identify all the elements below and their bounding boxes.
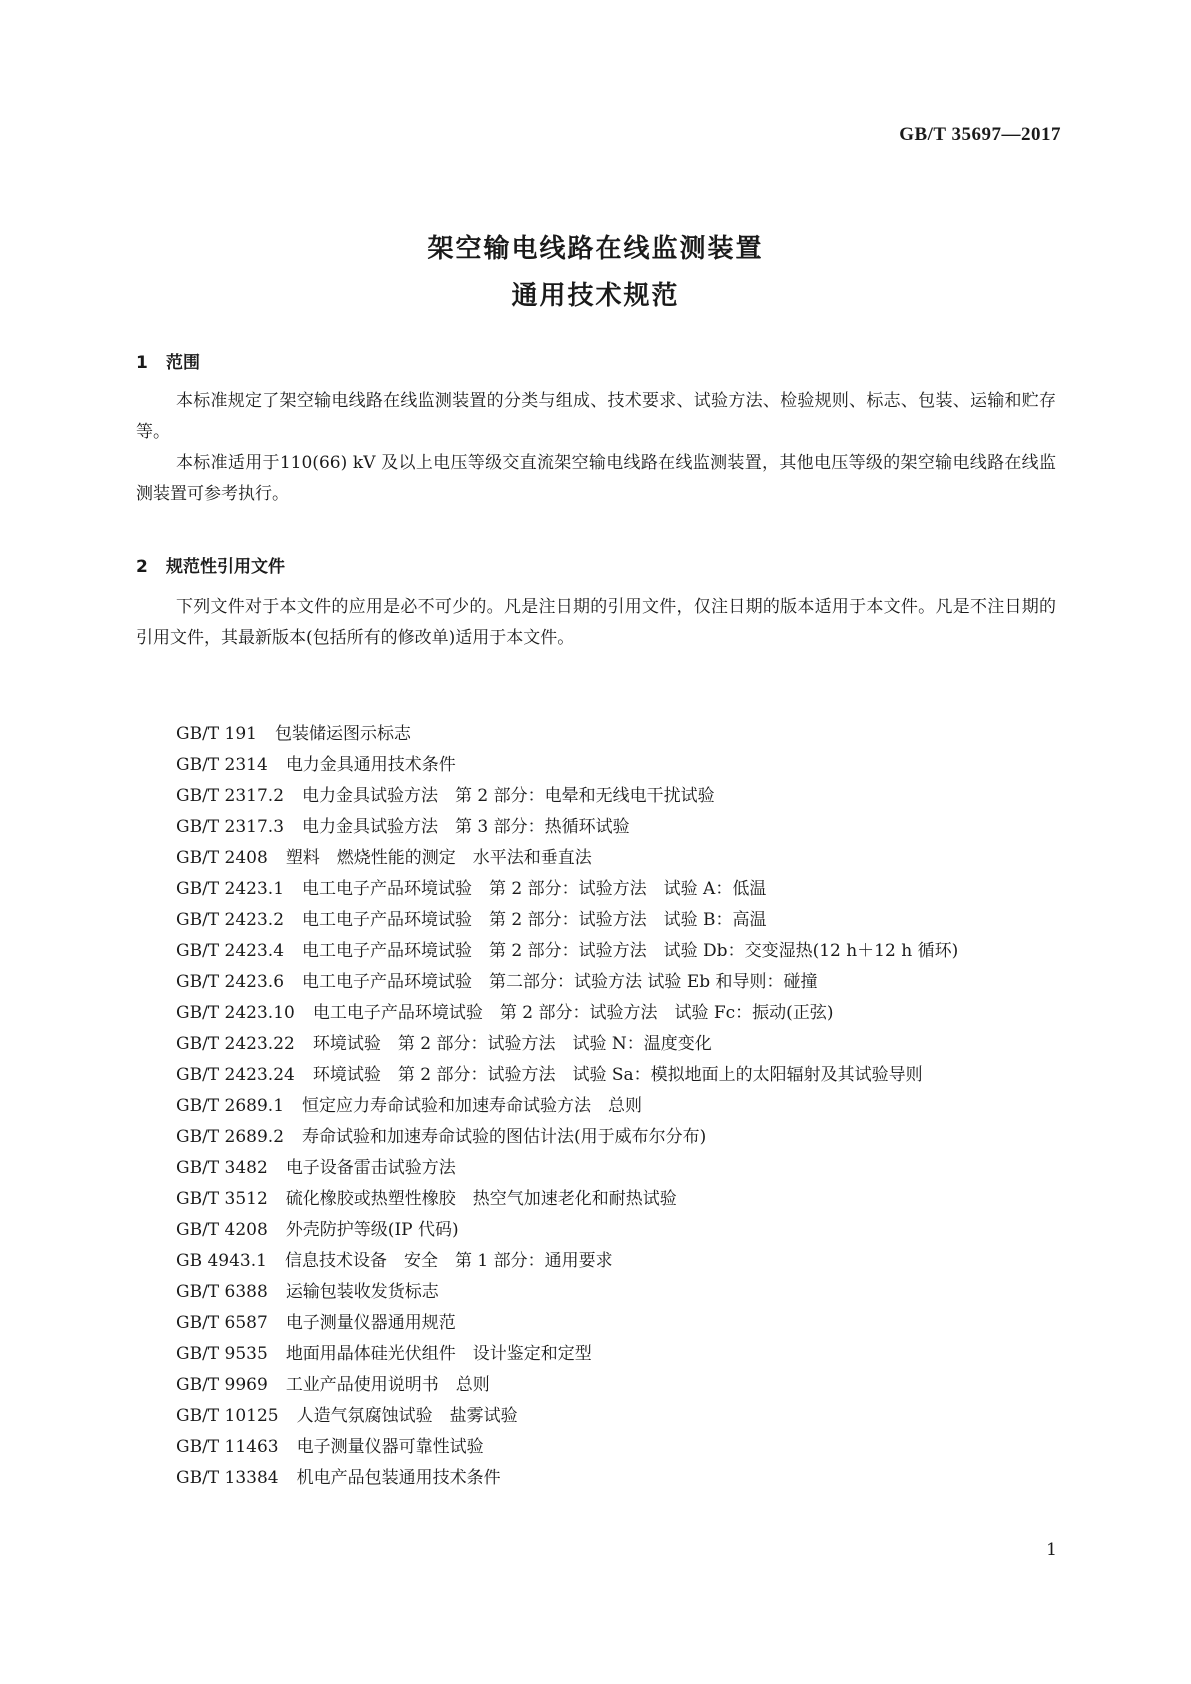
reference-title: 恒定应力寿命试验和加速寿命试验方法 总则 [302,1096,643,1116]
reference-code: GB/T 4208 [176,1220,268,1240]
reference-code: GB/T 2689.1 [176,1096,285,1116]
reference-title: 包装储运图示标志 [275,724,411,744]
reference-title: 人造气氛腐蚀试验 盐雾试验 [296,1406,518,1426]
reference-title: 外壳防护等级(IP 代码) [285,1220,459,1240]
reference-title: 电力金具通用技术条件 [285,755,456,775]
reference-code: GB/T 2423.6 [176,972,285,992]
reference-title: 环境试验 第 2 部分：试验方法 试验 Sa：模拟地面上的太阳辐射及其试验导则 [312,1065,923,1085]
reference-item [136,843,1056,874]
reference-code: GB/T 191 [176,724,257,744]
reference-title: 地面用晶体硅光伏组件 设计鉴定和定型 [285,1344,592,1364]
reference-item [136,719,1056,750]
reference-item [136,1029,1056,1060]
reference-item [136,781,1056,812]
document-title-line-2: 通用技术规范 [511,281,680,311]
reference-code: GB/T 2423.24 [176,1065,295,1085]
reference-title: 电工电子产品环境试验 第 2 部分：试验方法 试验 B：高温 [302,910,767,930]
reference-code: GB/T 6587 [176,1313,268,1333]
reference-item [136,1370,1056,1401]
reference-item [136,998,1056,1029]
reference-code: GB/T 2423.4 [176,941,285,961]
reference-item [136,1432,1056,1463]
reference-title: 电子测量仪器通用规范 [285,1313,456,1333]
reference-code: GB 4943.1 [176,1251,267,1271]
reference-item [136,967,1056,998]
reference-code: GB/T 2423.1 [176,879,285,899]
reference-code: GB/T 3482 [176,1158,268,1178]
reference-item [136,905,1056,936]
reference-title: 工业产品使用说明书 总则 [285,1375,490,1395]
reference-item [136,1215,1056,1246]
reference-item [136,750,1056,781]
reference-code: GB/T 9969 [176,1375,268,1395]
reference-title: 电工电子产品环境试验 第 2 部分：试验方法 试验 Fc：振动(正弦) [312,1003,834,1023]
reference-title: 寿命试验和加速寿命试验的图估计法(用于威布尔分布) [302,1127,707,1147]
reference-item [136,1153,1056,1184]
reference-code: GB/T 2317.2 [176,786,285,806]
reference-item [136,1091,1056,1122]
reference-title: 硫化橡胶或热塑性橡胶 热空气加速老化和耐热试验 [285,1189,677,1209]
normative-references-list [136,719,1056,1494]
reference-code: GB/T 2423.22 [176,1034,295,1054]
section-2-intro: 下列文件对于本文件的应用是必不可少的。凡是注日期的引用文件，仅注日期的版本适用于本文件。凡是不注日期的引用文件，其最新版本(包括所有的修改单)适用于本文件。 [136,597,1056,648]
reference-title: 环境试验 第 2 部分：试验方法 试验 N：温度变化 [312,1034,712,1054]
reference-title: 电力金具试验方法 第 3 部分：热循环试验 [302,817,630,837]
reference-item [136,1122,1056,1153]
reference-item [136,1184,1056,1215]
section-1-paragraph-1: 本标准规定了架空输电线路在线监测装置的分类与组成、技术要求、试验方法、检验规则、标志、包装、运输和贮存等。 [136,391,1056,442]
reference-item [136,1308,1056,1339]
reference-code: GB/T 2317.3 [176,817,285,837]
reference-item [136,1463,1056,1494]
reference-item [136,1339,1056,1370]
reference-item [136,1246,1056,1277]
reference-code: GB/T 2689.2 [176,1127,285,1147]
reference-code: GB/T 2314 [176,755,268,775]
section-2-title: 规范性引用文件 [166,557,285,577]
reference-item [136,1277,1056,1308]
reference-code: GB/T 11463 [176,1437,279,1457]
reference-code: GB/T 10125 [176,1406,279,1426]
section-2-number: 2 [136,557,148,577]
reference-title: 电工电子产品环境试验 第 2 部分：试验方法 试验 A：低温 [302,879,767,899]
section-1-heading [136,348,200,373]
reference-code: GB/T 13384 [176,1468,279,1488]
document-title-line-1: 架空输电线路在线监测装置 [427,234,764,264]
reference-code: GB/T 2408 [176,848,268,868]
reference-item [136,1401,1056,1432]
reference-item [136,936,1056,967]
reference-item [136,874,1056,905]
reference-title: 电工电子产品环境试验 第二部分：试验方法 试验 Eb 和导则：碰撞 [302,972,818,992]
reference-title: 电力金具试验方法 第 2 部分：电晕和无线电干扰试验 [302,786,715,806]
reference-title: 机电产品包装通用技术条件 [296,1468,501,1488]
reference-item [136,812,1056,843]
reference-title: 电子测量仪器可靠性试验 [296,1437,484,1457]
reference-code: GB/T 9535 [176,1344,268,1364]
reference-title: 信息技术设备 安全 第 1 部分：通用要求 [284,1251,613,1271]
section-2-heading [136,552,285,577]
section-1-title: 范围 [166,353,200,373]
section-1-paragraph-2: 本标准适用于110(66) kV 及以上电压等级交直流架空输电线路在线监测装置，其他电压等级的架空输电线路在线监测装置可参考执行。 [136,453,1056,504]
reference-title: 塑料 燃烧性能的测定 水平法和垂直法 [285,848,592,868]
standard-code: GB/T 35697—2017 [899,124,1061,145]
reference-code: GB/T 3512 [176,1189,268,1209]
reference-code: GB/T 2423.2 [176,910,285,930]
reference-title: 电工电子产品环境试验 第 2 部分：试验方法 试验 Db：交变湿热(12 h＋12 h 循环) [302,941,959,961]
reference-title: 电子设备雷击试验方法 [285,1158,456,1178]
section-1-number: 1 [136,353,148,373]
reference-code: GB/T 2423.10 [176,1003,295,1023]
reference-title: 运输包装收发货标志 [285,1282,439,1302]
reference-item [136,1060,1056,1091]
reference-code: GB/T 6388 [176,1282,268,1302]
page-number: 1 [1046,1540,1057,1560]
